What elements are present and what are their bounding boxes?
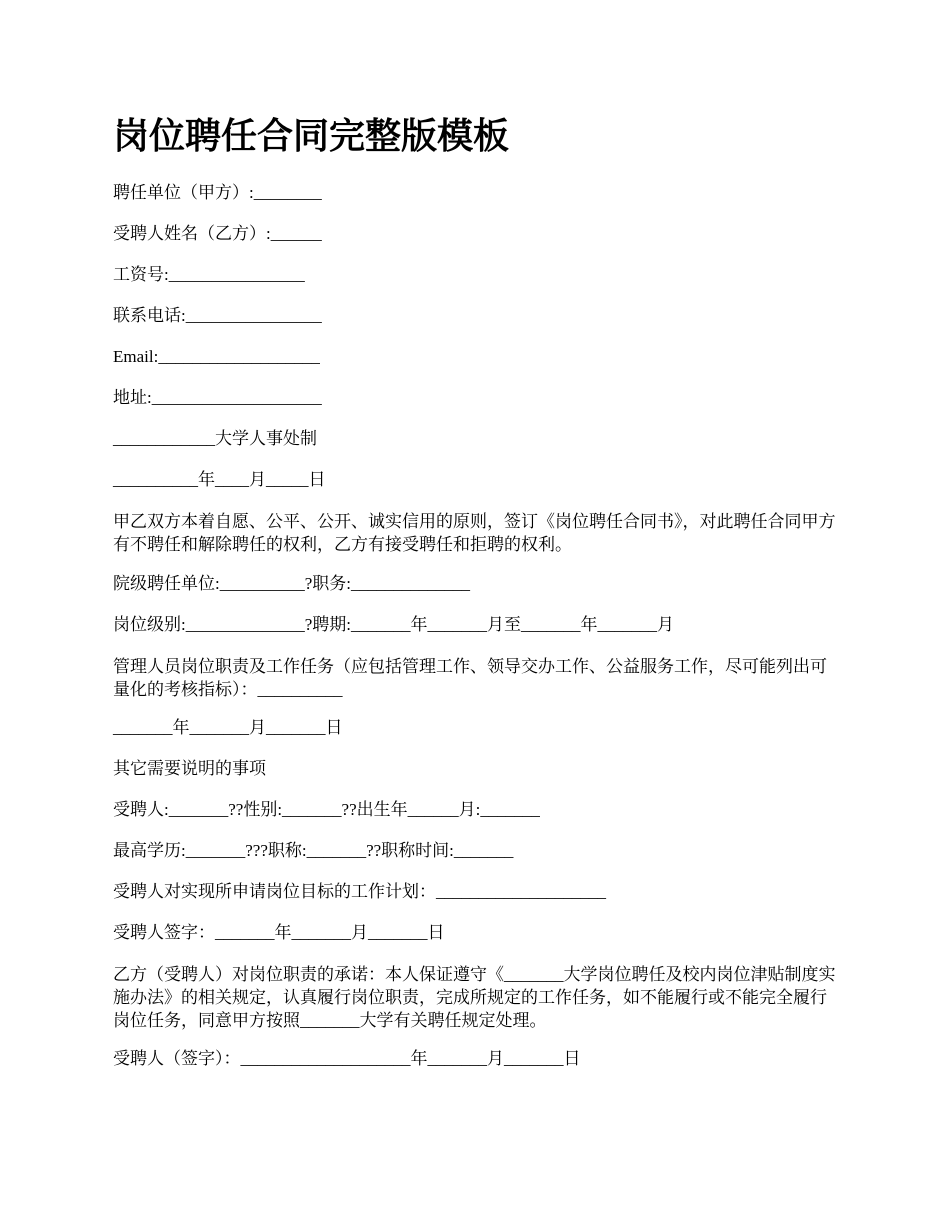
- document-title: 岗位聘任合同完整版模板: [113, 115, 510, 157]
- date-line: __________年____月_____日: [113, 470, 326, 489]
- duties-paragraph: 管理人员岗位职责及工作任务（应包括管理工作、领导交办工作、公益服务工作，尽可能列出可量化的考核指标）：__________: [113, 657, 827, 699]
- intro-paragraph: 甲乙双方本着自愿、公平、公开、诚实信用的原则，签订《岗位聘任合同书》，对此聘任合同甲方有不聘任和解除聘任的权利，乙方有接受聘任和拒聘的权利。: [113, 512, 836, 554]
- email-field: Email:___________________: [113, 347, 320, 366]
- employee-name-field: 受聘人姓名（乙方）:______: [113, 224, 322, 243]
- issuer-line: ____________大学人事处制: [113, 429, 317, 448]
- unit-position-field: 院级聘任单位:__________?职务:______________: [113, 574, 470, 593]
- work-plan-field: 受聘人对实现所申请岗位目标的工作计划：____________________: [113, 882, 606, 901]
- education-field: 最高学历:_______???职称:_______??职称时间:_______: [113, 841, 514, 860]
- commitment-paragraph: 乙方（受聘人）对岗位职责的承诺：本人保证遵守《_______大学岗位聘任及校内岗位津贴制度实施办法》的相关规定，认真履行岗位职责，完成所规定的工作任务，如不能履行或不能完全履行岗位任务，同意甲方按照_______大学有关聘任规定处理。: [113, 965, 836, 1030]
- date-line: _______年_______月_______日: [113, 718, 343, 737]
- level-term-field: 岗位级别:______________?聘期:_______年_______月至_______年_______月: [113, 615, 674, 634]
- salary-number-field: 工资号:________________: [113, 265, 305, 284]
- address-field: 地址:____________________: [113, 388, 322, 407]
- final-signature-line: 受聘人（签字）：____________________年_______月_______日: [113, 1049, 581, 1068]
- other-matters-heading: 其它需要说明的事项: [113, 759, 266, 778]
- employer-field: 聘任单位（甲方）:________: [113, 183, 322, 202]
- phone-field: 联系电话:________________: [113, 306, 322, 325]
- employee-info-field: 受聘人:_______??性别:_______??出生年______月:_______: [113, 800, 540, 819]
- signature-date-line: 受聘人签字：_______年_______月_______日: [113, 923, 445, 942]
